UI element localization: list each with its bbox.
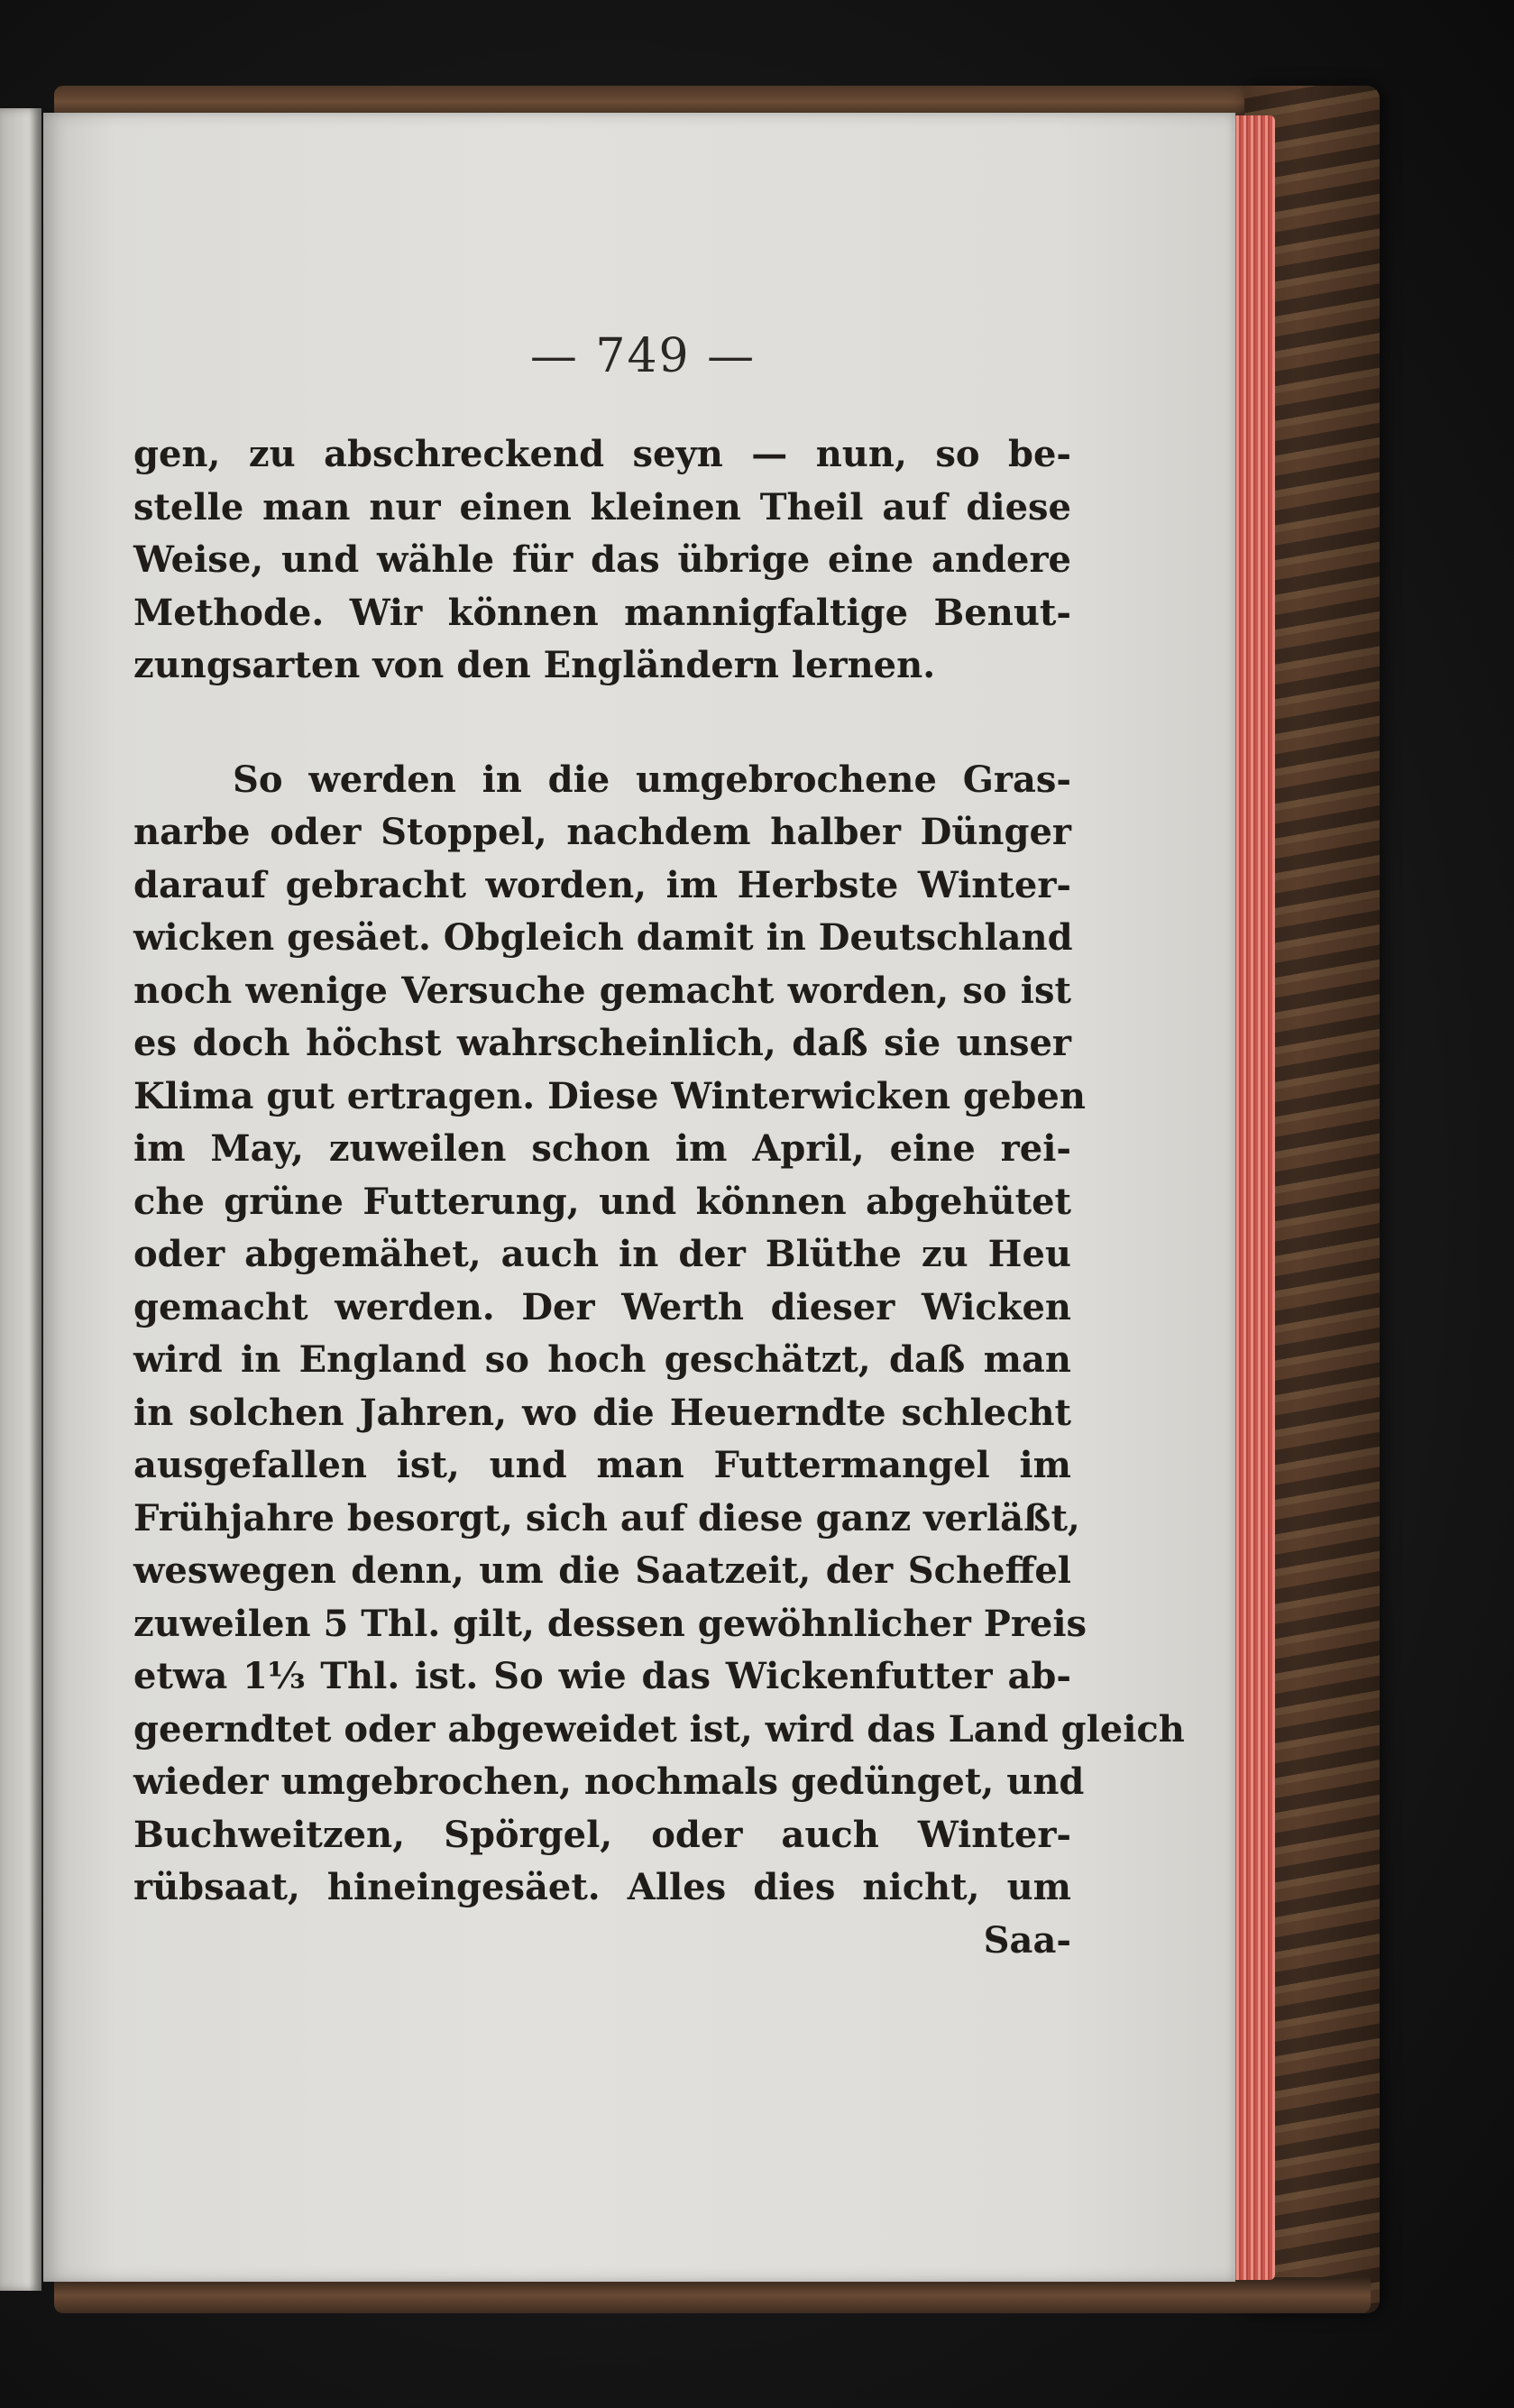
text-line: etwa 1⅓ Thl. ist. So wie das Wickenfutter ab- — [133, 1655, 1071, 1697]
paragraph-gap — [133, 693, 1071, 754]
text-line: gemacht werden. Der Werth dieser Wicken — [133, 1285, 1071, 1328]
text-line: gen, zu abschreckend seyn — nun, so be- — [133, 433, 1071, 475]
text-line: zungsarten von den Engländern lernen. — [133, 644, 936, 686]
catchword: Saa- — [983, 1918, 1071, 1962]
text-line: che grüne Futterung, und können abgehütet — [133, 1180, 1071, 1223]
text-line: noch wenige Versuche gemacht worden, so ist — [133, 969, 1071, 1012]
text-line: Frühjahre besorgt, sich auf diese ganz verläßt, — [133, 1496, 1080, 1539]
book-cover-bottom-edge — [54, 2277, 1371, 2313]
text-line: Weise, und wähle für das übrige eine andere — [133, 538, 1071, 581]
text-line: darauf gebracht worden, im Herbste Winter- — [133, 863, 1071, 906]
text-line: zuweilen 5 Thl. gilt, dessen gewöhnlicher Preis — [133, 1602, 1087, 1645]
text-line: ausgefallen ist, und man Futtermangel im — [133, 1444, 1071, 1486]
text-line: wieder umgebrochen, nochmals gedünget, und — [133, 1760, 1085, 1803]
text-line: Methode. Wir können mannigfaltige Benut- — [133, 591, 1071, 634]
book-page — [43, 113, 1235, 2282]
text-line: in solchen Jahren, wo die Heuerndte schlecht — [133, 1391, 1071, 1434]
text-line: Buchweitzen, Spörgel, oder auch Winter- — [133, 1813, 1071, 1856]
page-number: — 749 — — [529, 329, 757, 383]
text-line: So werden in die umgebrochene Gras- — [233, 758, 1071, 801]
text-line: wicken gesäet. Obgleich damit in Deutschland — [133, 916, 1073, 959]
text-line: wird in England so hoch geschätzt, daß man — [133, 1338, 1071, 1381]
text-line: narbe oder Stoppel, nachdem halber Dünger — [133, 811, 1071, 853]
text-line: stelle man nur einen kleinen Theil auf diese — [133, 485, 1071, 528]
text-line: oder abgemähet, auch in der Blüthe zu Heu — [133, 1233, 1071, 1275]
page-text — [133, 428, 1185, 1967]
text-line: weswegen denn, um die Saatzeit, der Scheffel — [133, 1549, 1071, 1592]
text-line: rübsaat, hineingesäet. Alles dies nicht, um — [133, 1866, 1071, 1908]
text-line: im May, zuweilen schon im April, eine rei- — [133, 1127, 1071, 1170]
previous-page-edge — [0, 108, 41, 2291]
text-line: es doch höchst wahrscheinlich, daß sie unser — [133, 1022, 1071, 1064]
text-line: Klima gut ertragen. Diese Winterwicken geben — [133, 1074, 1086, 1117]
text-line: geerndtet oder abgeweidet ist, wird das Land gleich — [133, 1707, 1185, 1751]
